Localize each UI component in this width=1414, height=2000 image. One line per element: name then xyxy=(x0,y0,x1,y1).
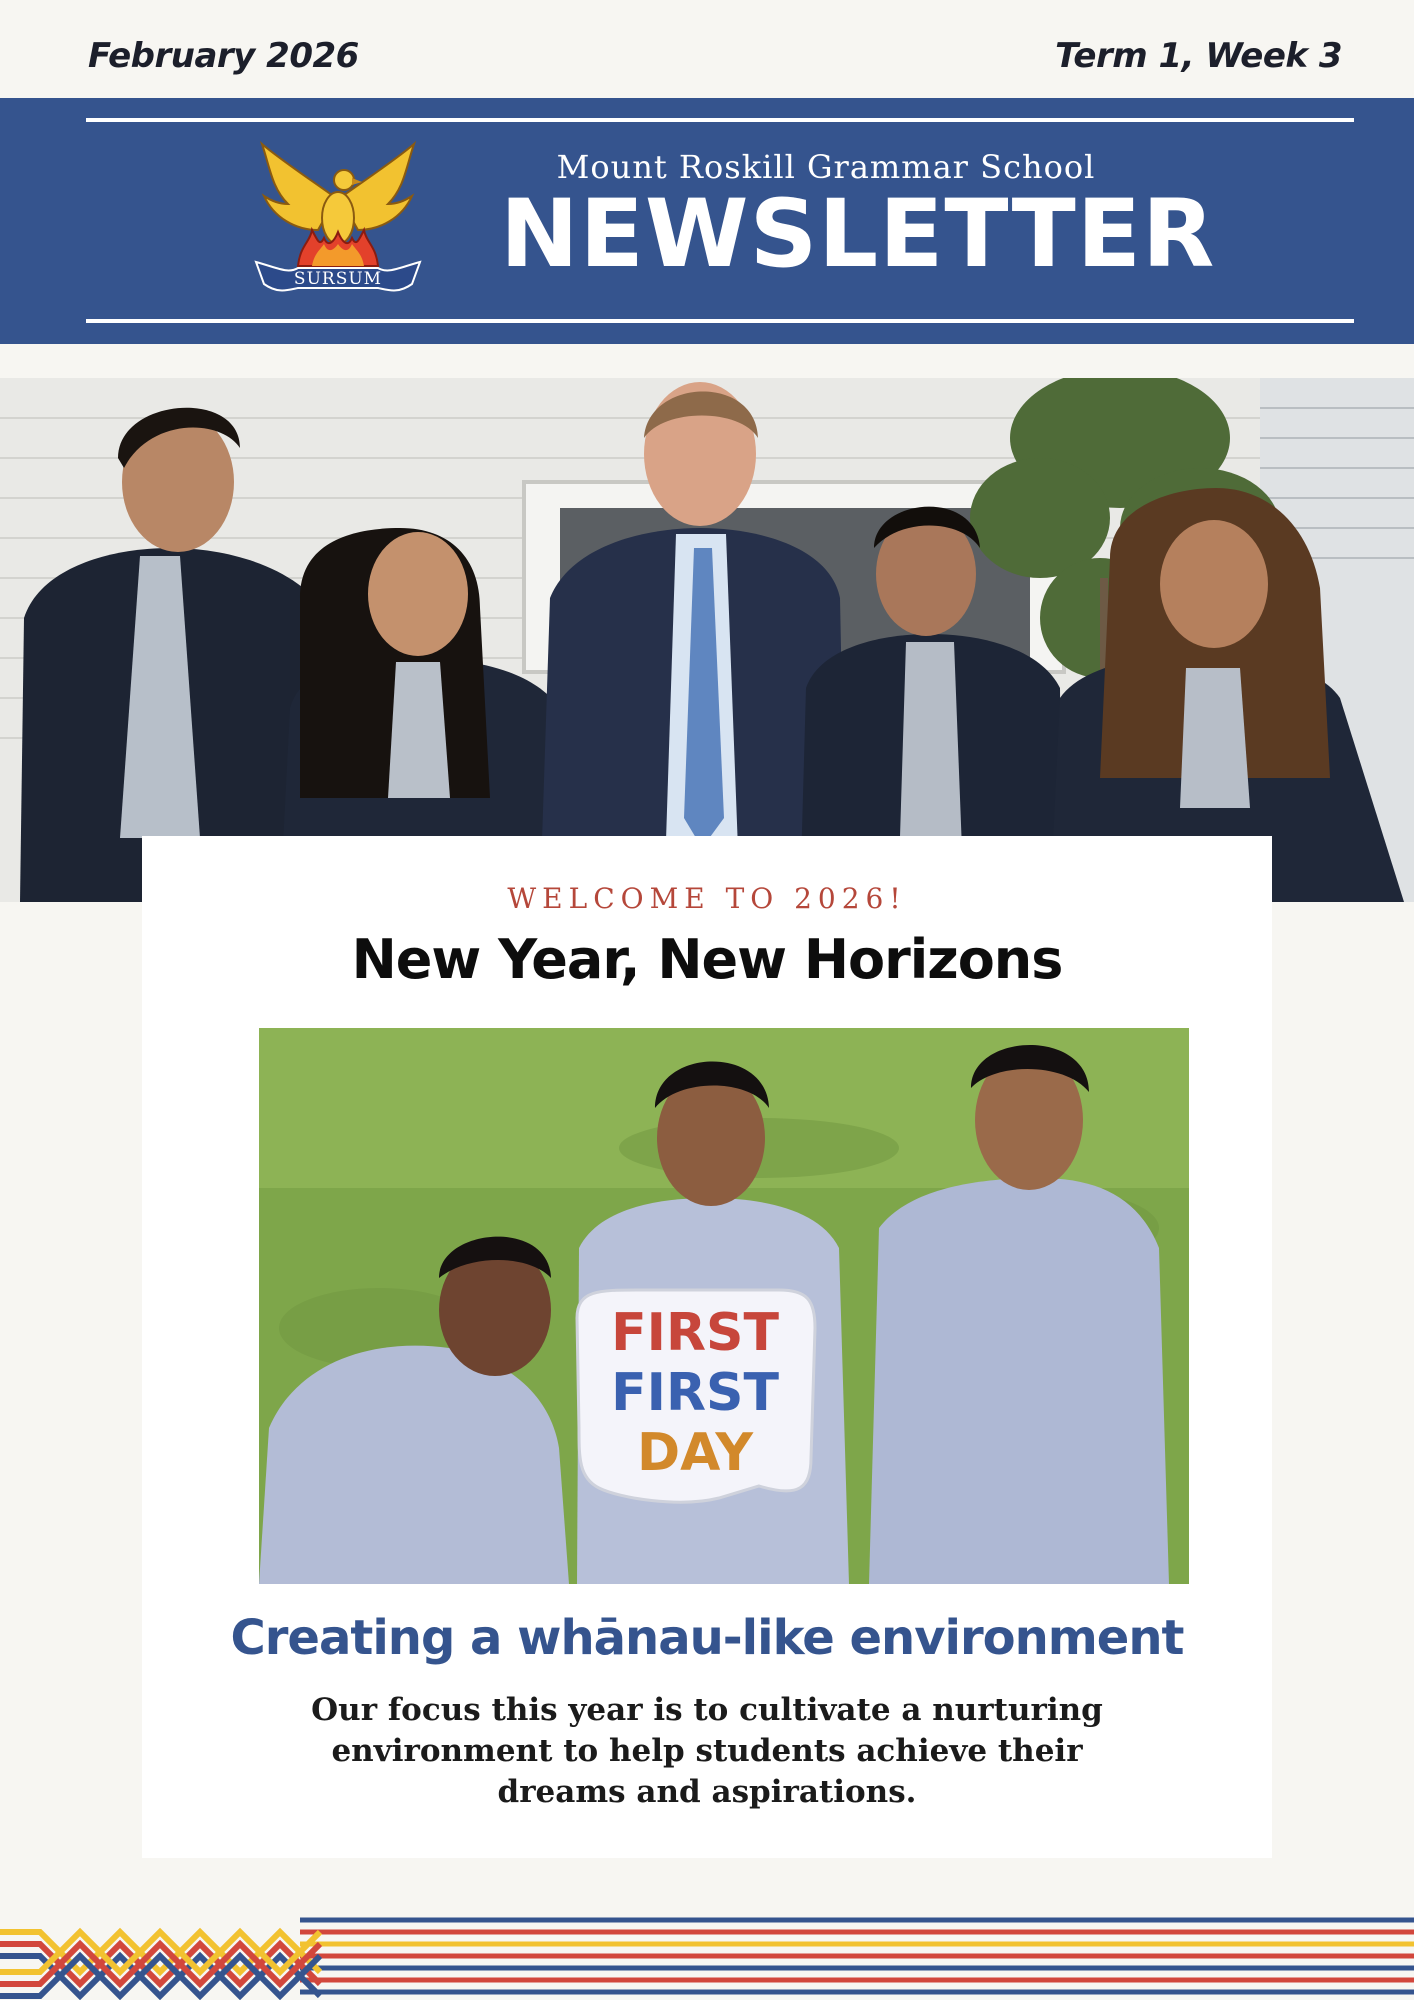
banner-rule-bottom xyxy=(86,319,1354,323)
issue-date: February 2026 xyxy=(88,36,359,76)
hero-group-photo xyxy=(0,378,1414,902)
banner-rule-top xyxy=(86,118,1354,122)
first-day-sign xyxy=(577,1290,815,1502)
school-crest-logo xyxy=(248,138,428,304)
article-card xyxy=(142,836,1272,1858)
article-kicker: WELCOME TO 2026! xyxy=(507,882,907,915)
school-name: Mount Roskill Grammar School xyxy=(556,148,1096,186)
article-body: Our focus this year is to cultivate a nurturing environment to help students achieve their dreams and aspirations. xyxy=(311,1692,1103,1810)
masthead-banner xyxy=(0,98,1414,344)
sign-line-1: FIRST xyxy=(611,1303,779,1363)
article-subhead: Creating a whānau-like environment xyxy=(230,1610,1184,1666)
crest-motto: SURSUM xyxy=(293,269,383,289)
term-week: Term 1, Week 3 xyxy=(1055,36,1342,76)
newsletter-title: NEWSLETTER xyxy=(500,180,1216,289)
sign-line-2: FIRST xyxy=(611,1363,779,1423)
footer-stripe-pattern xyxy=(0,1912,1414,2000)
sign-line-3: DAY xyxy=(636,1423,754,1483)
article-headline: New Year, New Horizons xyxy=(351,928,1063,991)
first-day-photo xyxy=(259,1028,1189,1584)
